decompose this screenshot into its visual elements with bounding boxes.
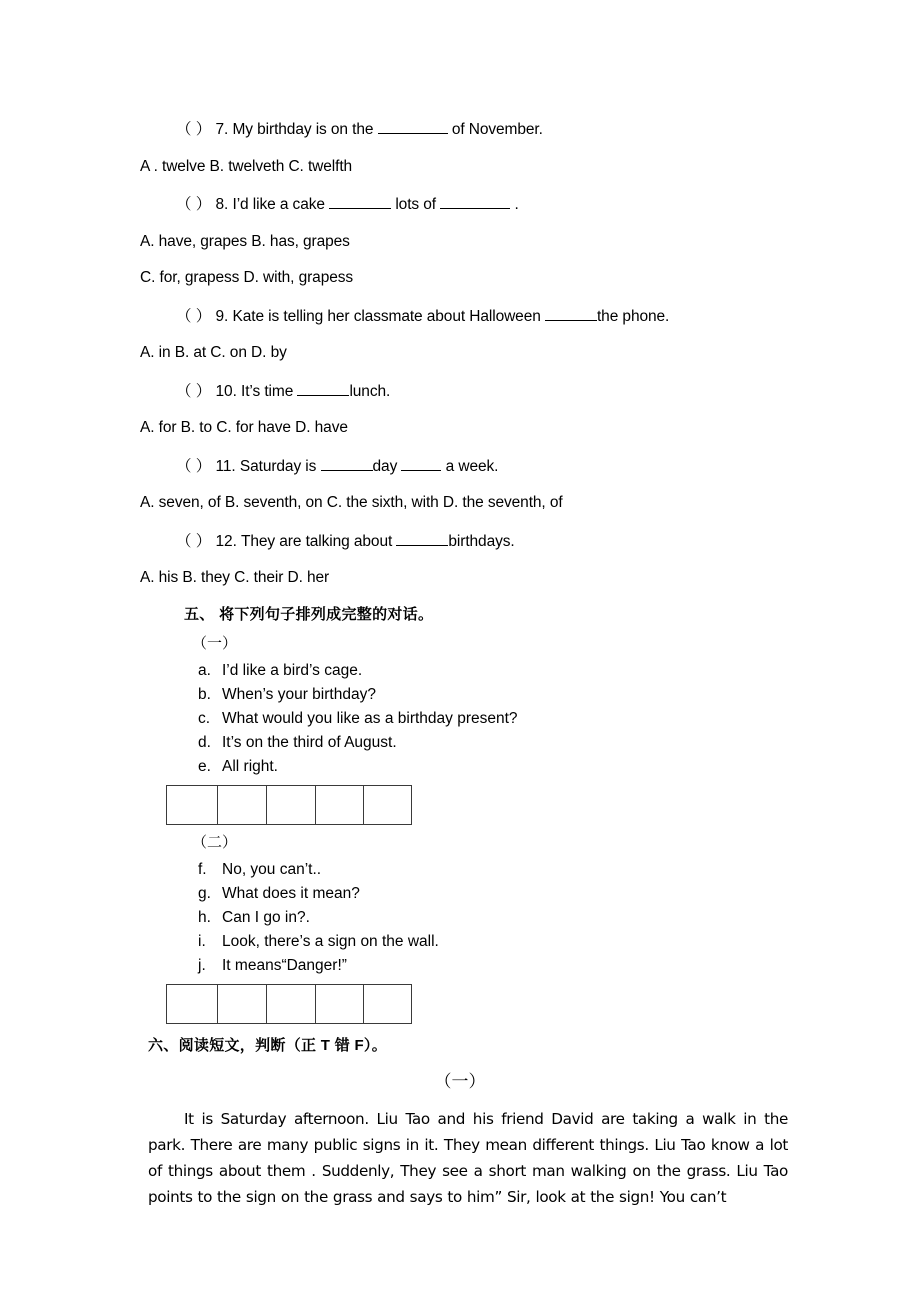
question-8-number: 8. — [215, 196, 229, 213]
dialogue-list-two — [140, 858, 800, 978]
answer-cell-4[interactable] — [316, 785, 364, 824]
question-12-number: 12. — [215, 532, 237, 550]
question-8-options-line-2[interactable]: C. for, grapess D. with, grapess — [140, 269, 354, 286]
dialogue-list-one — [140, 659, 800, 779]
question-11-number: 11. — [215, 457, 236, 475]
question-7-number: 7. — [215, 121, 229, 138]
list-item — [198, 683, 800, 707]
dialogue-item-key: e. — [198, 757, 211, 775]
table-row — [167, 785, 412, 824]
list-item — [198, 755, 800, 779]
dialogue-item-text: When’s your birthday? — [222, 685, 376, 703]
reading-passage: It is Saturday afternoon. Liu Tao and his friend David are taking a walk in the park. There are many public signs in it. They mean different things. Liu Tao know a lot of things about them . Suddenly, They see a short man walking on the grass. Liu Tao points to the sign on the grass and says to him” Sir, look at the sign! You can’t — [148, 1109, 788, 1207]
question-11 — [140, 457, 800, 475]
answer-grid-one[interactable] — [166, 785, 412, 825]
question-9-number: 9. — [215, 307, 229, 325]
question-11-text-before: Saturday is — [239, 457, 317, 475]
question-9-choice-bracket[interactable]: （ ） — [176, 307, 212, 325]
question-8-text-mid: lots of — [395, 196, 436, 213]
dialogue-item-key: c. — [198, 709, 211, 727]
list-item — [198, 930, 800, 954]
question-10-choice-bracket[interactable]: （ ） — [176, 382, 212, 400]
dialogue-item-key: a. — [198, 661, 211, 679]
list-item — [198, 906, 800, 930]
section-five-part-two-label: （二） — [192, 833, 238, 851]
dialogue-item-text: What would you like as a birthday present? — [222, 709, 518, 727]
dialogue-item-text: Look, there’s a sign on the wall. — [222, 932, 439, 950]
question-7-blank[interactable] — [378, 120, 448, 134]
question-12-choice-bracket[interactable]: （ ） — [176, 532, 212, 550]
question-8-blank-2[interactable] — [440, 195, 510, 209]
question-10-blank[interactable] — [297, 382, 349, 396]
question-7-options[interactable]: A . twelve B. twelveth C. twelfth — [140, 157, 353, 175]
answer-cell-3[interactable] — [267, 785, 316, 824]
question-10-options[interactable]: A. for B. to C. for have D. have — [140, 419, 348, 436]
question-12-blank[interactable] — [396, 532, 448, 546]
question-11-choice-bracket[interactable]: （ ） — [176, 457, 212, 475]
section-five — [140, 607, 800, 1024]
section-six-part-label: （一） — [434, 1071, 486, 1091]
answer-cell-5[interactable] — [364, 984, 412, 1023]
section-six-heading: 六、阅读短文，判断（正 T 错 F）。 — [148, 1036, 388, 1054]
dialogue-item-key: j. — [198, 956, 206, 974]
question-10-text-after: lunch. — [349, 382, 391, 400]
list-item — [198, 659, 800, 683]
dialogue-item-key: h. — [198, 908, 211, 926]
section-six — [140, 1038, 800, 1211]
question-12-options[interactable]: A. his B. they C. their D. her — [140, 569, 330, 586]
dialogue-item-key: f. — [198, 860, 207, 878]
dialogue-item-key: d. — [198, 733, 211, 751]
list-item — [198, 707, 800, 731]
answer-cell-2[interactable] — [218, 984, 267, 1023]
answer-cell-1[interactable] — [167, 984, 218, 1023]
dialogue-item-key: i. — [198, 932, 206, 950]
multiple-choice-section — [140, 120, 800, 586]
question-9 — [140, 307, 800, 325]
answer-cell-5[interactable] — [364, 785, 412, 824]
dialogue-item-text: No, you can’t.. — [222, 860, 322, 878]
question-12-text-after: birthdays. — [448, 532, 515, 550]
question-7-choice-bracket[interactable]: （ ） — [176, 121, 212, 138]
question-9-text-before: Kate is telling her classmate about Halloween — [232, 307, 541, 325]
dialogue-item-text: Can I go in?. — [222, 908, 310, 926]
dialogue-item-text: It’s on the third of August. — [222, 733, 397, 751]
answer-cell-3[interactable] — [267, 984, 316, 1023]
answer-cell-1[interactable] — [167, 785, 218, 824]
question-9-options[interactable]: A. in B. at C. on D. by — [140, 344, 287, 361]
dialogue-item-text: All right. — [222, 757, 278, 775]
question-8-text-after: . — [514, 196, 519, 213]
question-9-text-after: the phone. — [596, 307, 670, 325]
question-8-text-before: I’d like a cake — [232, 196, 325, 213]
question-10-number: 10. — [215, 382, 237, 400]
answer-grid-two[interactable] — [166, 984, 412, 1024]
question-11-text-mid: day — [372, 457, 398, 475]
table-row — [167, 984, 412, 1023]
section-five-part-one-label: （一） — [192, 634, 238, 652]
question-10 — [140, 382, 800, 400]
question-11-blank-2[interactable] — [401, 457, 441, 471]
list-item — [198, 882, 800, 906]
question-8-choice-bracket[interactable]: （ ） — [176, 196, 212, 213]
question-11-blank-1[interactable] — [321, 457, 373, 471]
list-item — [198, 858, 800, 882]
question-8-blank-1[interactable] — [329, 195, 391, 209]
question-11-text-after: a week. — [445, 457, 499, 475]
question-7-text-after: of November. — [451, 121, 543, 138]
dialogue-item-key: b. — [198, 685, 211, 703]
question-7 — [140, 120, 800, 138]
question-11-options[interactable]: A. seven, of B. seventh, on C. the sixth, with D. the seventh, of — [140, 494, 563, 511]
list-item — [198, 731, 800, 755]
question-8 — [140, 195, 800, 213]
list-item — [198, 954, 800, 978]
question-12-text-before: They are talking about — [241, 532, 393, 550]
dialogue-item-text: It means“Danger!” — [222, 956, 347, 974]
dialogue-item-text: What does it mean? — [222, 884, 360, 902]
question-10-text-before: It’s time — [241, 382, 294, 400]
section-five-heading: 五、 将下列句子排列成完整的对话。 — [184, 605, 434, 623]
dialogue-item-text: I’d like a bird’s cage. — [222, 661, 363, 679]
dialogue-item-key: g. — [198, 884, 211, 902]
answer-cell-2[interactable] — [218, 785, 267, 824]
question-9-blank[interactable] — [545, 307, 597, 321]
question-7-text-before: My birthday is on the — [232, 121, 374, 138]
question-8-options-line-1[interactable]: A. have, grapes B. has, grapes — [140, 232, 350, 250]
answer-cell-4[interactable] — [316, 984, 364, 1023]
question-12 — [140, 532, 800, 550]
